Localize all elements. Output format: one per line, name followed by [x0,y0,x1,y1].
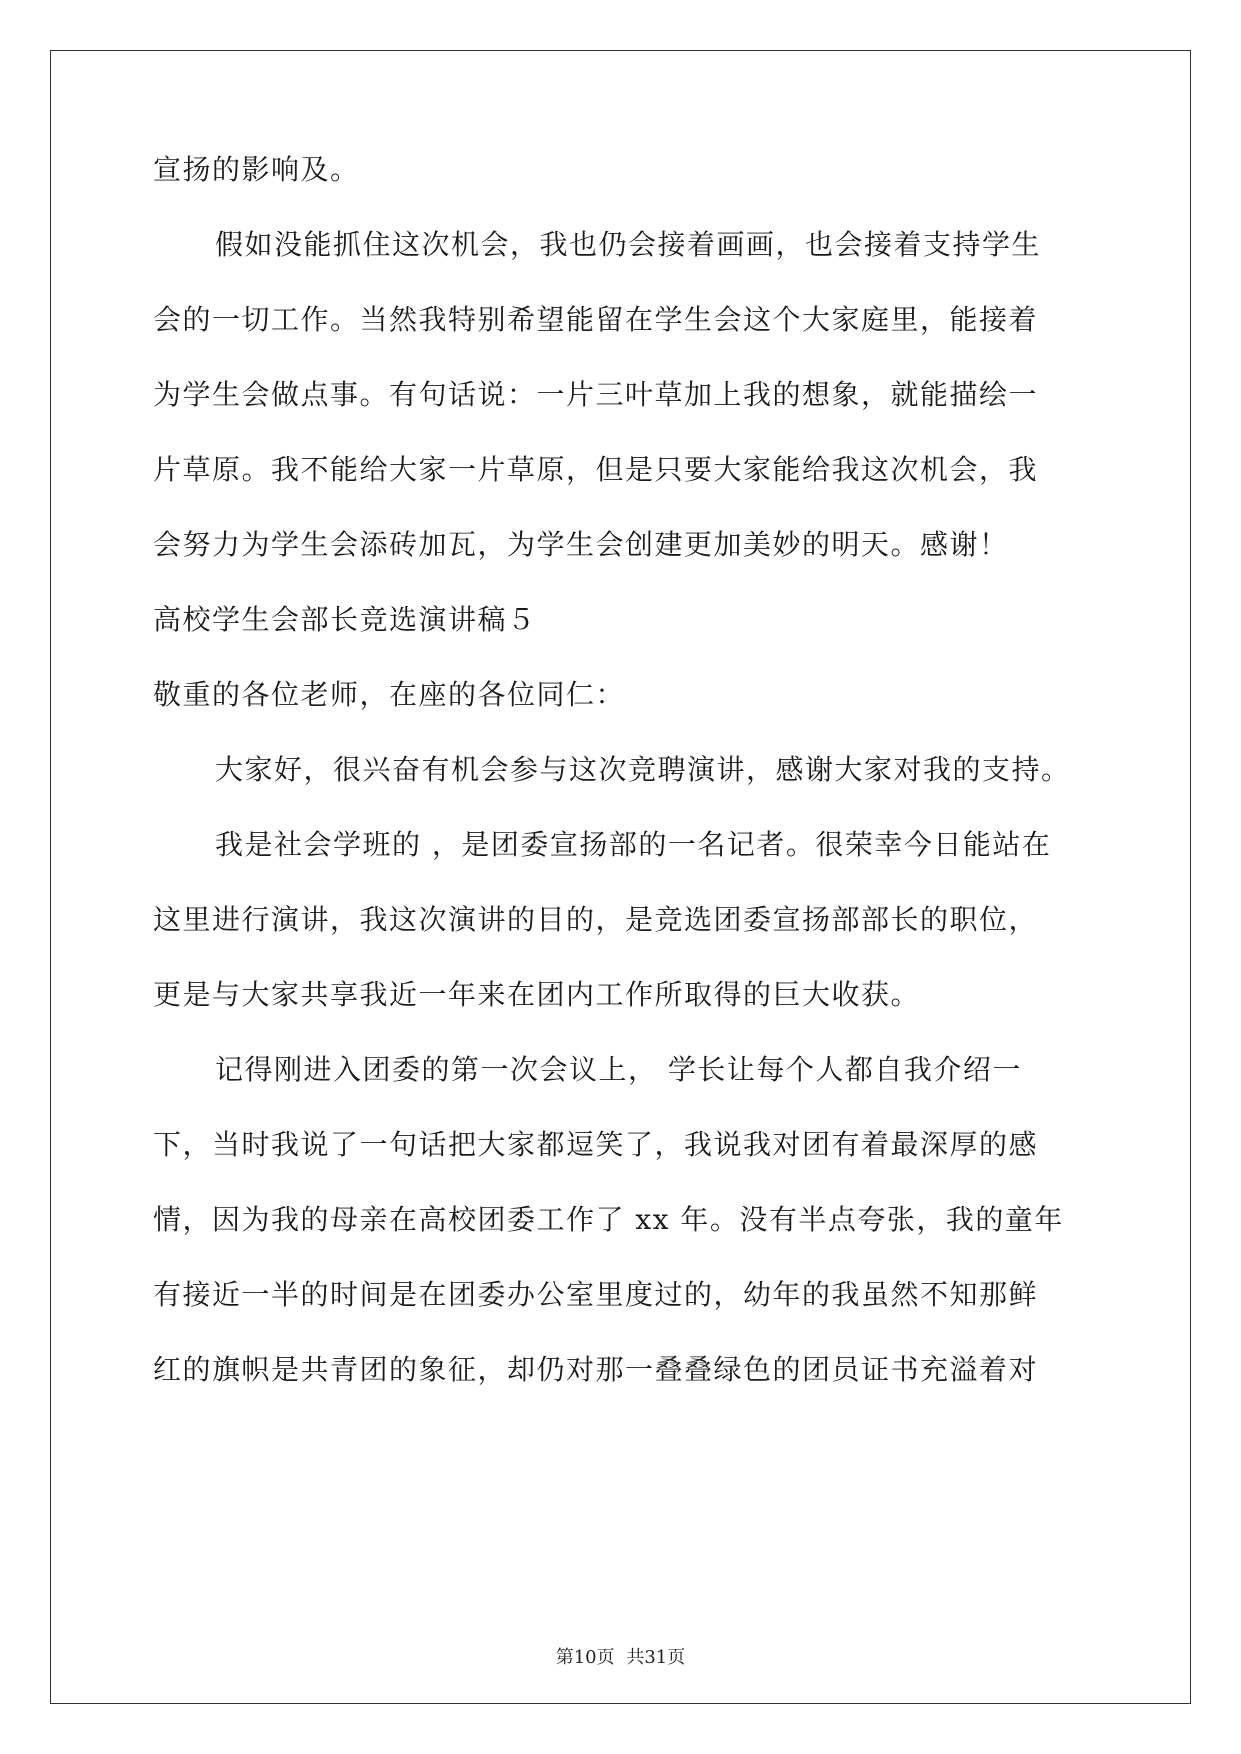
text-line: 片草原。我不能给大家一片草原，但是只要大家能给我这次机会，我 [153,453,1039,486]
text-line: 红的旗帜是共青团的象征，却仍对那一叠叠绿色的团员证书充溢着对 [153,1353,1039,1386]
page-border [50,50,1191,1704]
total-pages-label: 共31页 [626,1647,686,1668]
text-line: 宣扬的影响及。 [153,153,360,186]
text-line: 情，因为我的母亲在高校团委工作了 xx 年。没有半点夸张，我的童年 [153,1203,1064,1236]
text-line: 大家好，很兴奋有机会参与这次竞聘演讲，感谢大家对我的支持。 [215,753,1071,786]
text-line: 这里进行演讲，我这次演讲的目的，是竞选团委宣扬部部长的职位， [153,903,1039,936]
text-line: 会的一切工作。当然我特别希望能留在学生会这个大家庭里，能接着 [153,303,1039,336]
text-line: 有接近一半的时间是在团委办公室里度过的，幼年的我虽然不知那鲜 [153,1278,1039,1311]
page-footer [0,1646,1241,1670]
text-line: 为学生会做点事。有句话说：一片三叶草加上我的想象，就能描绘一 [153,378,1039,411]
text-line: 下，当时我说了一句话把大家都逗笑了，我说我对团有着最深厚的感 [153,1128,1039,1161]
text-line: 我是社会学班的 ，是团委宣扬部的一名记者。很荣幸今日能站在 [215,828,1052,861]
section-heading: 高校学生会部长竞选演讲稿５ [153,603,537,636]
text-line: 记得刚进入团委的第一次会议上， 学长让每个人都自我介绍一 [215,1053,1022,1086]
text-line: 更是与大家共享我近一年来在团内工作所取得的巨大收获。 [153,978,921,1011]
salutation: 敬重的各位老师，在座的各位同仁： [153,678,626,711]
text-line: 会努力为学生会添砖加瓦，为学生会创建更加美妙的明天。感谢！ [153,528,1009,561]
current-page-label: 第10页 [555,1647,615,1668]
text-line: 假如没能抓住这次机会，我也仍会接着画画，也会接着支持学生 [215,228,1042,261]
